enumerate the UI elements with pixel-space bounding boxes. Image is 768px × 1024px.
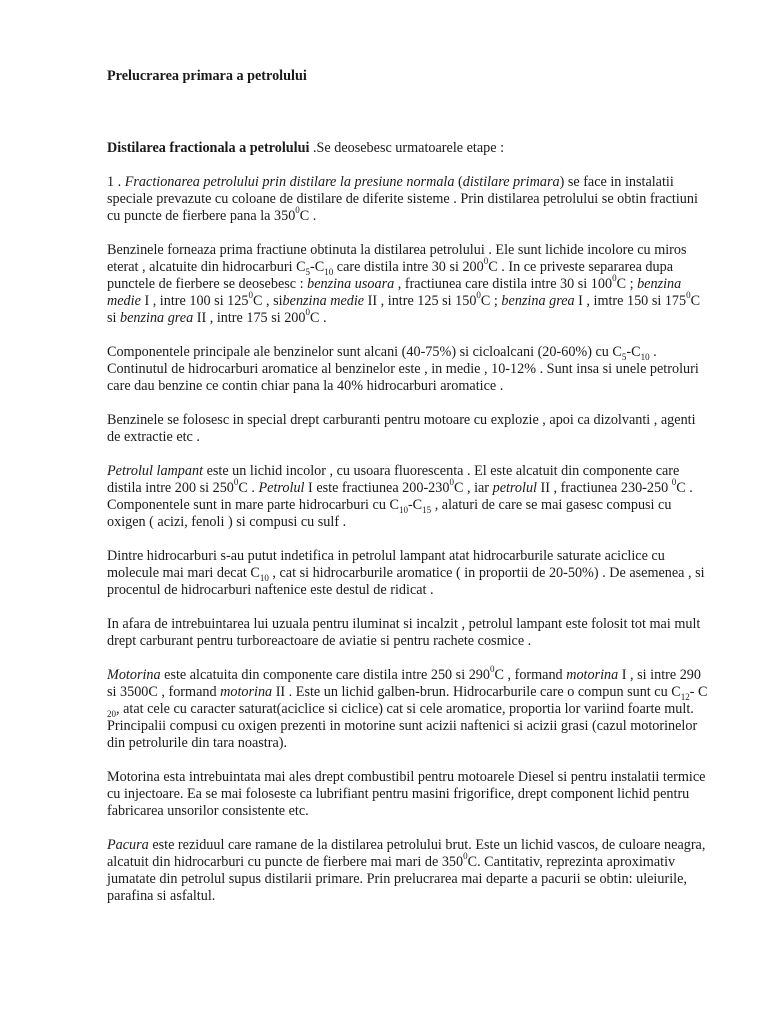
text: C , formand bbox=[494, 667, 567, 683]
section-heading: Distilarea fractionala a petrolului bbox=[107, 140, 310, 156]
emphasis: benzina grea bbox=[120, 310, 194, 326]
text: Benzinele se folosesc in special drept carburanti pentru motoare cu explozie , apoi ca dizolvanti , agenti de extractie etc . bbox=[107, 412, 696, 445]
emphasis: Pacura bbox=[107, 837, 149, 853]
text: -C bbox=[626, 344, 641, 360]
superscript: 0 bbox=[463, 851, 468, 862]
superscript: 0 bbox=[449, 477, 454, 488]
text: In afara de intrebuintarea lui uzuala pentru iluminat si incalzit , petrolul lampant este folosit tot mai mult drept carburant pentru turboreactoare de aviatie si pentru rachete cosmice . bbox=[107, 616, 701, 649]
superscript: 0 bbox=[483, 256, 489, 267]
text: II , intre 175 si 200 bbox=[193, 310, 306, 326]
subscript: 5 bbox=[621, 351, 627, 362]
subscript: 10 bbox=[324, 266, 334, 277]
text: , fractiunea care distila intre 30 si 100 bbox=[394, 276, 613, 292]
text: .Se deosebesc urmatoarele etape : bbox=[309, 140, 505, 156]
subscript: 5 bbox=[305, 266, 311, 277]
text: C si bbox=[107, 293, 701, 326]
text: I , intre 100 si 125 bbox=[140, 293, 249, 309]
text: I , imtre 150 si 175 bbox=[574, 293, 687, 309]
text: -C bbox=[407, 497, 423, 513]
subscript: 15 bbox=[422, 504, 432, 515]
text: C ; bbox=[480, 293, 502, 309]
paragraph-benzine bbox=[107, 242, 712, 327]
paragraph-motorina-uses bbox=[107, 769, 712, 820]
text: Dintre hidrocarburi s-au putut indetifica in petrolul lampant atat hidrocarburile saturate aciclice cu molecule mai mari decat C bbox=[107, 548, 665, 581]
subscript: 10 bbox=[259, 572, 269, 583]
superscript: 0 bbox=[686, 290, 691, 301]
paragraph-uses bbox=[107, 412, 712, 446]
text: C , si bbox=[252, 293, 283, 309]
text: , alaturi de care se mai gasesc compusi cu oxigen ( acizi, fenoli ) si compusi cu sulf . bbox=[107, 497, 672, 530]
superscript: 0 bbox=[489, 664, 495, 675]
text: ( bbox=[454, 174, 463, 190]
text: 1 . bbox=[107, 174, 125, 190]
text: I este fractiunea 200-230 bbox=[304, 480, 450, 496]
paragraph-motorina bbox=[107, 664, 712, 752]
paragraph-hydrocarbons bbox=[107, 548, 712, 599]
document-body bbox=[107, 140, 712, 922]
superscript: 0 bbox=[305, 307, 310, 318]
emphasis: benzina medie bbox=[107, 276, 682, 309]
emphasis: petrolul bbox=[492, 480, 537, 496]
paragraph-pacura bbox=[107, 837, 712, 905]
emphasis: benzina usoara bbox=[307, 276, 395, 292]
emphasis: Motorina bbox=[107, 667, 161, 683]
text: C. Cantitativ, reprezinta aproximativ jumatate din petrolul supus distilarii primare. Prin prelucrarea mai departe a pacurii se obtin: uleiurile, parafina si asfaltul. bbox=[107, 854, 687, 904]
emphasis: Fractionarea petrolului prin distilare la presiune normala bbox=[124, 174, 455, 190]
emphasis: motorina bbox=[220, 684, 273, 700]
document-title: Prelucrarea primara a petrolului bbox=[107, 68, 307, 84]
superscript: 0 bbox=[248, 290, 253, 301]
text: C . In ce priveste separarea dupa punctele de fierbere se deosebesc : bbox=[107, 259, 673, 292]
text: - C bbox=[689, 684, 708, 700]
text: ) se face in instalatii speciale prevazute cu coloane de distilare de diferite sisteme . Prin distilarea petrolului se obtin fractiuni cu puncte de fierbere pana la 350 bbox=[107, 174, 698, 224]
text: II . Este un lichid galben-brun. Hidrocarburile care o compun sunt cu C bbox=[272, 684, 681, 700]
superscript: 0 bbox=[476, 290, 481, 301]
emphasis: Petrolul bbox=[258, 480, 305, 496]
text: . Continutul de hidrocarburi aromatice al benzinelor este , in medie , 10-12% . Sunt insa si unele petroluri care dau benzine ce contin chiar pana la 40% hidrocarburi aromatice . bbox=[107, 344, 699, 394]
text: care distila intre 30 si 200 bbox=[333, 259, 484, 275]
emphasis: Petrolul lampant bbox=[107, 463, 204, 479]
text: C , iar bbox=[453, 480, 493, 496]
paragraph-fractionation bbox=[107, 174, 712, 225]
text: , atat cele cu caracter saturat(aciclice si ciclice) cat si cele aromatice, proportia lor variind foarte mult. Principalii compusi cu oxigen prezenti in motorine sunt acizii naftenici si acizii grasi (cazul motorinelor din petrolurile din tara noastra). bbox=[107, 701, 698, 751]
superscript: 0 bbox=[671, 477, 677, 488]
superscript: 0 bbox=[233, 477, 239, 488]
subscript: 20 bbox=[107, 708, 116, 719]
text: -C bbox=[310, 259, 325, 275]
text: C . bbox=[299, 208, 317, 224]
text: Motorina esta intrebuintata mai ales drept combustibil pentru motoarele Diesel si pentru instalatii termice cu injectoare. Ea se mai foloseste ca lubrifiant pentru masini frigorifice, drept component lichid pentru fabricarea unsorilor consistente etc. bbox=[107, 769, 706, 819]
text: II , intre 125 si 150 bbox=[364, 293, 477, 309]
text: este un lichid incolor , cu usoara fluorescenta . El este alcatuit din componente care distila intre 200 si 250 bbox=[107, 463, 680, 496]
paragraph-lampant-uses bbox=[107, 616, 712, 650]
subscript: 12 bbox=[680, 691, 690, 702]
paragraph-intro bbox=[107, 140, 712, 157]
superscript: 0 bbox=[612, 273, 617, 284]
subscript: 10 bbox=[398, 504, 408, 515]
subscript: 10 bbox=[640, 351, 650, 362]
text: C ; bbox=[616, 276, 638, 292]
superscript: 0 bbox=[295, 205, 300, 216]
paragraph-lampant bbox=[107, 463, 712, 531]
emphasis: benzina grea bbox=[501, 293, 575, 309]
text: este alcatuita din componente care distila intre 250 si 290 bbox=[160, 667, 490, 683]
emphasis: benzina medie bbox=[282, 293, 365, 309]
text: II , fractiunea 230-250 bbox=[537, 480, 672, 496]
emphasis: motorina bbox=[566, 667, 619, 683]
text: , cat si hidrocarburile aromatice ( in proportii de 20-50%) . De asemenea , si procentul de hidrocarburi naftenice este destul de ridicat . bbox=[107, 565, 705, 598]
text: I , si intre 290 si 3500C , formand bbox=[107, 667, 701, 700]
text: C . bbox=[238, 480, 259, 496]
text: Componentele principale ale benzinelor sunt alcani (40-75%) si cicloalcani (20-60%) cu C bbox=[107, 344, 622, 360]
text: este reziduul care ramane de la distilarea petrolului brut. Este un lichid vascos, de culoare neagra, alcatuit din hidrocarburi cu puncte de fierbere mai mari de 350 bbox=[107, 837, 706, 870]
paragraph-components bbox=[107, 344, 712, 395]
text: C . Componentele sunt in mare parte hidrocarburi cu C bbox=[107, 480, 693, 513]
emphasis: distilare primara bbox=[462, 174, 560, 190]
text: C . bbox=[310, 310, 327, 326]
text: Benzinele forneaza prima fractiune obtinuta la distilarea petrolului . Ele sunt lichide incolore cu miros eterat , alcatuite din hidrocarburi C bbox=[107, 242, 687, 275]
